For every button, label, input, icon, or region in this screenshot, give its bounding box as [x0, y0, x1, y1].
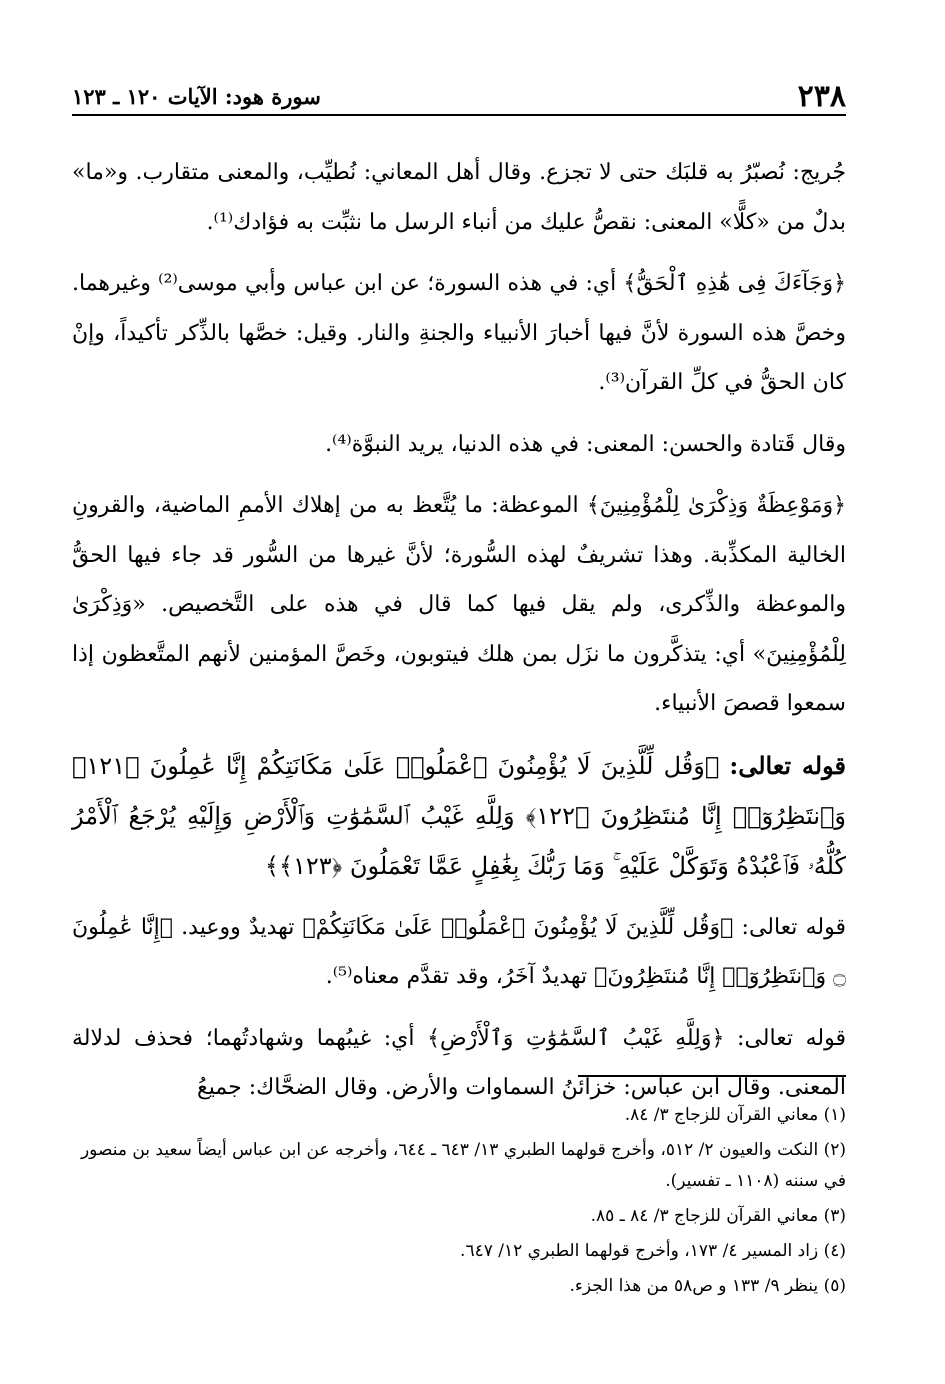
main-text	[72, 148, 846, 1125]
footnote: (٣) معاني القرآن للزجاج ٣/ ٨٤ ـ ٨٥.	[590, 1206, 846, 1226]
footnote: (٢) النكت والعيون ٢/ ٥١٢، وأخرج قولهما الطبري ١٣/ ٦٤٣ ـ ٦٤٤، وأخرجه عن ابن عباس أيضاً سعيد بن منصور في سننه (١١٠٨ ـ تفسير).	[80, 1140, 846, 1191]
paragraph: جُريج: نُصبّرُ به قلبَك حتى لا تجزع. وقال أهل المعاني: نُطيِّب، والمعنى متقارب. و«ما» بدلٌ من «كلًّا» المعنى: نقصُّ عليك من أنباء الرسل ما نثبِّت به فؤادك⁽¹⁾.	[72, 160, 846, 235]
page-number: ٢٣٨	[797, 78, 846, 114]
footnote-separator	[578, 1075, 846, 1077]
footnote: (٥) ينظر ٩/ ١٣٣ و ص٥٨ من هذا الجزء.	[569, 1276, 846, 1296]
footnotes	[72, 1100, 846, 1306]
quran-verse-text: ﴿وَقُل لِّلَّذِينَ لَا يُؤْمِنُونَ ٱعْمَلُوا۟ عَلَىٰ مَكَانَتِكُمْ إِنَّا عَٰمِلُونَ ﴿١٢١﴾ وَٱنتَظِرُوٓا۟ إِنَّا مُنتَظِرُونَ ﴿١٢٢﴾ وَلِلَّهِ غَيْبُ ٱلسَّمَٰوَٰتِ وَٱلْأَرْضِ وَإِلَيْهِ يُرْجَعُ ٱلْأَمْرُ كُلُّهُۥ فَٱعْبُدْهُ وَتَوَكَّلْ عَلَيْهِ ۚ وَمَا رَبُّكَ بِغَٰفِلٍ عَمَّا تَعْمَلُونَ ﴿١٢٣﴾﴾	[72, 751, 846, 880]
quran-verses-block	[72, 741, 846, 891]
verse-intro: قوله تعالى:	[729, 750, 846, 780]
paragraph: قوله تعالى: ﴿وَلِلَّهِ غَيْبُ ٱلسَّمَٰوَٰتِ وَٱلْأَرْضِ﴾ أي: غيبُهما وشهادتُهما؛ فحذف لدلالة المعنى. وقال ابن عباس: خزائنُ السماوات والأرض. وقال الضحَّاك: جميعُ	[72, 1025, 846, 1100]
paragraph: قوله تعالى: ﴿وَقُل لِّلَّذِينَ لَا يُؤْمِنُونَ ٱعْمَلُوا۟ عَلَىٰ مَكَانَتِكُمْ﴾ تهديدٌ ووعيد. ﴿إِنَّا عَٰمِلُونَ ۝ وَٱنتَظِرُوٓا۟ إِنَّا مُنتَظِرُونَ﴾ تهديدٌ آخَرُ، وقد تقدَّم معناه⁽⁵⁾.	[72, 914, 846, 989]
footnote: (١) معاني القرآن للزجاج ٣/ ٨٤.	[624, 1105, 846, 1125]
running-head: سورة هود: الآيات ١٢٠ ـ ١٢٣	[72, 83, 321, 109]
footnote: (٤) زاد المسير ٤/ ١٧٣، وأخرج قولهما الطبري ١٢/ ٦٤٧.	[460, 1241, 846, 1261]
paragraph: وقال قَتادة والحسن: المعنى: في هذه الدنيا، يريد النبوَّة⁽⁴⁾.	[325, 431, 846, 457]
paragraph: ﴿وَجَآءَكَ فِى هَٰذِهِ ٱلْحَقُّ﴾ أي: في هذه السورة؛ عن ابن عباس وأبي موسى⁽²⁾ وغيرهما. وخصَّ هذه السورة لأنَّ فيها أخبارَ الأنبياء والجنةِ والنار. وقيل: خصَّها بالذِّكر تأكيداً، وإنْ كان الحقُّ في كلِّ القرآن⁽³⁾.	[72, 271, 846, 395]
page-header	[72, 78, 846, 116]
paragraph: ﴿وَمَوْعِظَةٌ وَذِكْرَىٰ لِلْمُؤْمِنِينَ﴾ الموعظة: ما يُتَّعظ به من إهلاك الأممِ الماضية، والقرونِ الخالية المكذِّبة. وهذا تشريفٌ لهذه السُّورة؛ لأنَّ غيرها من السُّور قد جاء فيها الحقُّ والموعظة والذِّكرى، ولم يقل فيها كما قال في هذه على التَّخصيص. «وَذِكْرَىٰ لِلْمُؤْمِنِينَ» أي: يتذكَّرون ما نزَل بمن هلك فيتوبون، وخَصَّ المؤمنين لأنهم المتَّعظون إذا سمعوا قصصَ الأنبياء.	[72, 493, 846, 716]
